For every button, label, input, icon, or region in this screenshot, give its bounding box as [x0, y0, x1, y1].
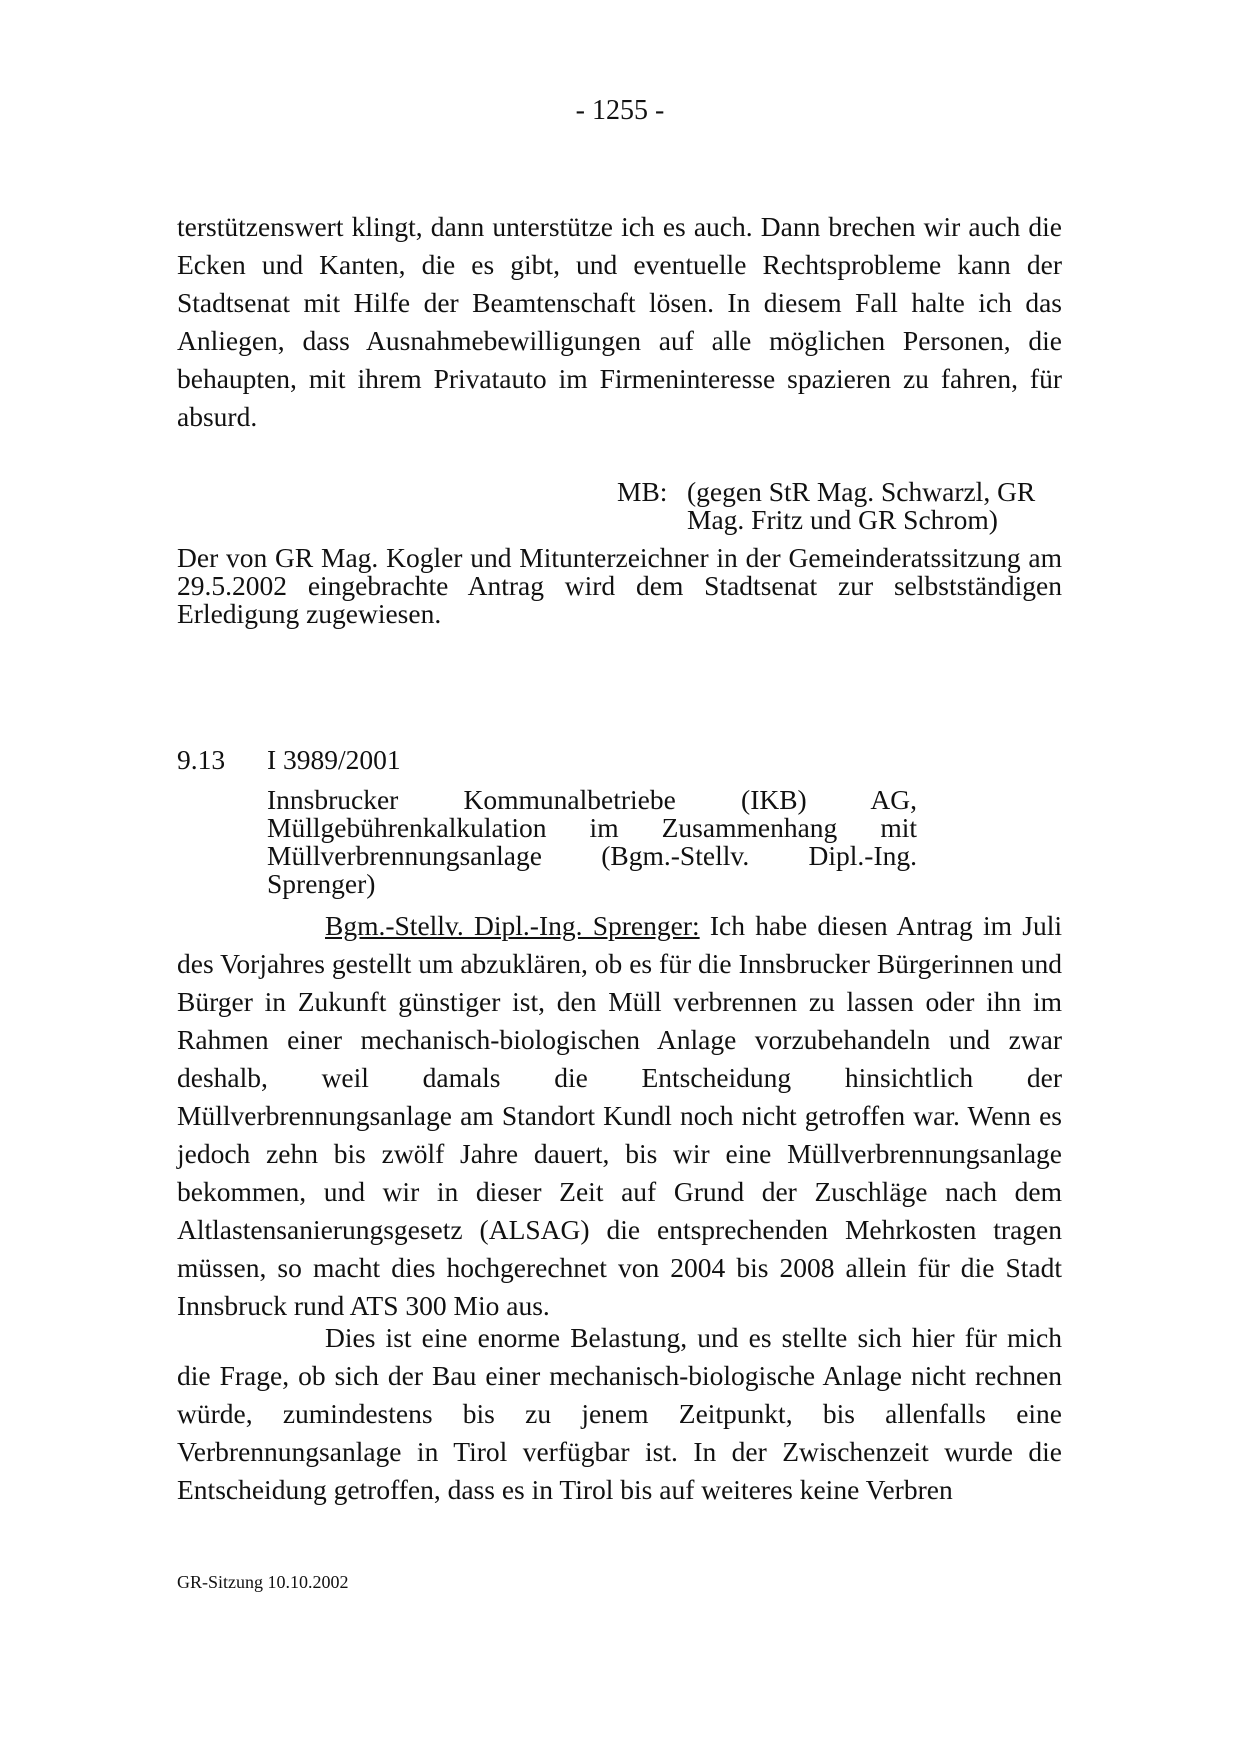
- voting-note-line-1: (gegen StR Mag. Schwarzl, GR: [687, 476, 1036, 507]
- speaker-name: Bgm.-Stellv. Dipl.-Ing. Sprenger:: [325, 910, 700, 941]
- page-footer: GR-Sitzung 10.10.2002: [177, 1572, 349, 1592]
- paragraph-continuation: terstützenswert klingt, dann unterstütze ich es auch. Dann brechen wir auch die Ecken und Kanten, die es gibt, und eventuelle Rechtsprobleme kann der Stadtsenat mit Hilfe der Beamtenschaft lösen. In diesem Fall halte ich das Anliegen, dass Ausnahmebewilligungen auf alle möglichen Personen, die behaupten, mit ihrem Privatauto im Firmeninteresse spazieren zu fahren, für absurd.: [177, 211, 1062, 432]
- speech-text-2: Dies ist eine enorme Belastung, und es stellte sich hier für mich die Frage, ob sich der Bau einer mechanisch-biologische Anlage nicht rechnen würde, zumindestens bis zu jenem Zeitpunkt, bis allenfalls eine Verbrennungsanlage in Tirol verfügbar ist. In der Zwischenzeit wurde die Entscheidung getroffen, dass es in Tirol bis auf weiteres keine Verbren: [177, 1322, 1062, 1505]
- agenda-item-reference: I 3989/2001: [267, 744, 401, 775]
- agenda-item-title: Innsbrucker Kommunalbetriebe (IKB) AG, Müllgebührenkalkulation im Zusammenhang mit Müllverbrennungsanlage (Bgm.-Stellv. Dipl.-Ing. Sprenger): [267, 784, 917, 899]
- page-number: - 1255 -: [575, 95, 665, 126]
- voting-note-line-2: Mag. Fritz und GR Schrom): [687, 504, 998, 535]
- decision-text: Der von GR Mag. Kogler und Mitunterzeichner in der Gemeinderatssitzung am 29.5.2002 eingebrachte Antrag wird dem Stadtsenat zur selbstständigen Erledigung zugewiesen.: [177, 542, 1062, 629]
- voting-note-label: MB:: [617, 476, 668, 507]
- speech-paragraph-2: [177, 1319, 1062, 1509]
- speech-paragraph-1: [177, 907, 1062, 1325]
- agenda-item-number: 9.13: [177, 744, 226, 775]
- voting-note-text: [687, 478, 1067, 534]
- speech-text-1: Ich habe diesen Antrag im Juli des Vorjahres gestellt um abzuklären, ob es für die Innsbrucker Bürgerinnen und Bürger in Zukunft günstiger ist, den Müll verbrennen zu lassen oder ihn im Rahmen einer mechanisch-biologischen Anlage vorzubehandeln und zwar deshalb, weil damals die Entscheidung hinsichtlich der Müllverbrennungsanlage am Standort Kundl noch nicht getroffen war. Wenn es jedoch zehn bis zwölf Jahre dauert, bis wir eine Müllverbrennungsanlage bekommen, und wir in dieser Zeit auf Grund der Zuschläge nach dem Altlastensanierungsgesetz (ALSAG) die entsprechenden Mehrkosten tragen müssen, so macht dies hochgerechnet von 2004 bis 2008 allein für die Stadt Innsbruck rund ATS 300 Mio aus.: [177, 910, 1062, 1321]
